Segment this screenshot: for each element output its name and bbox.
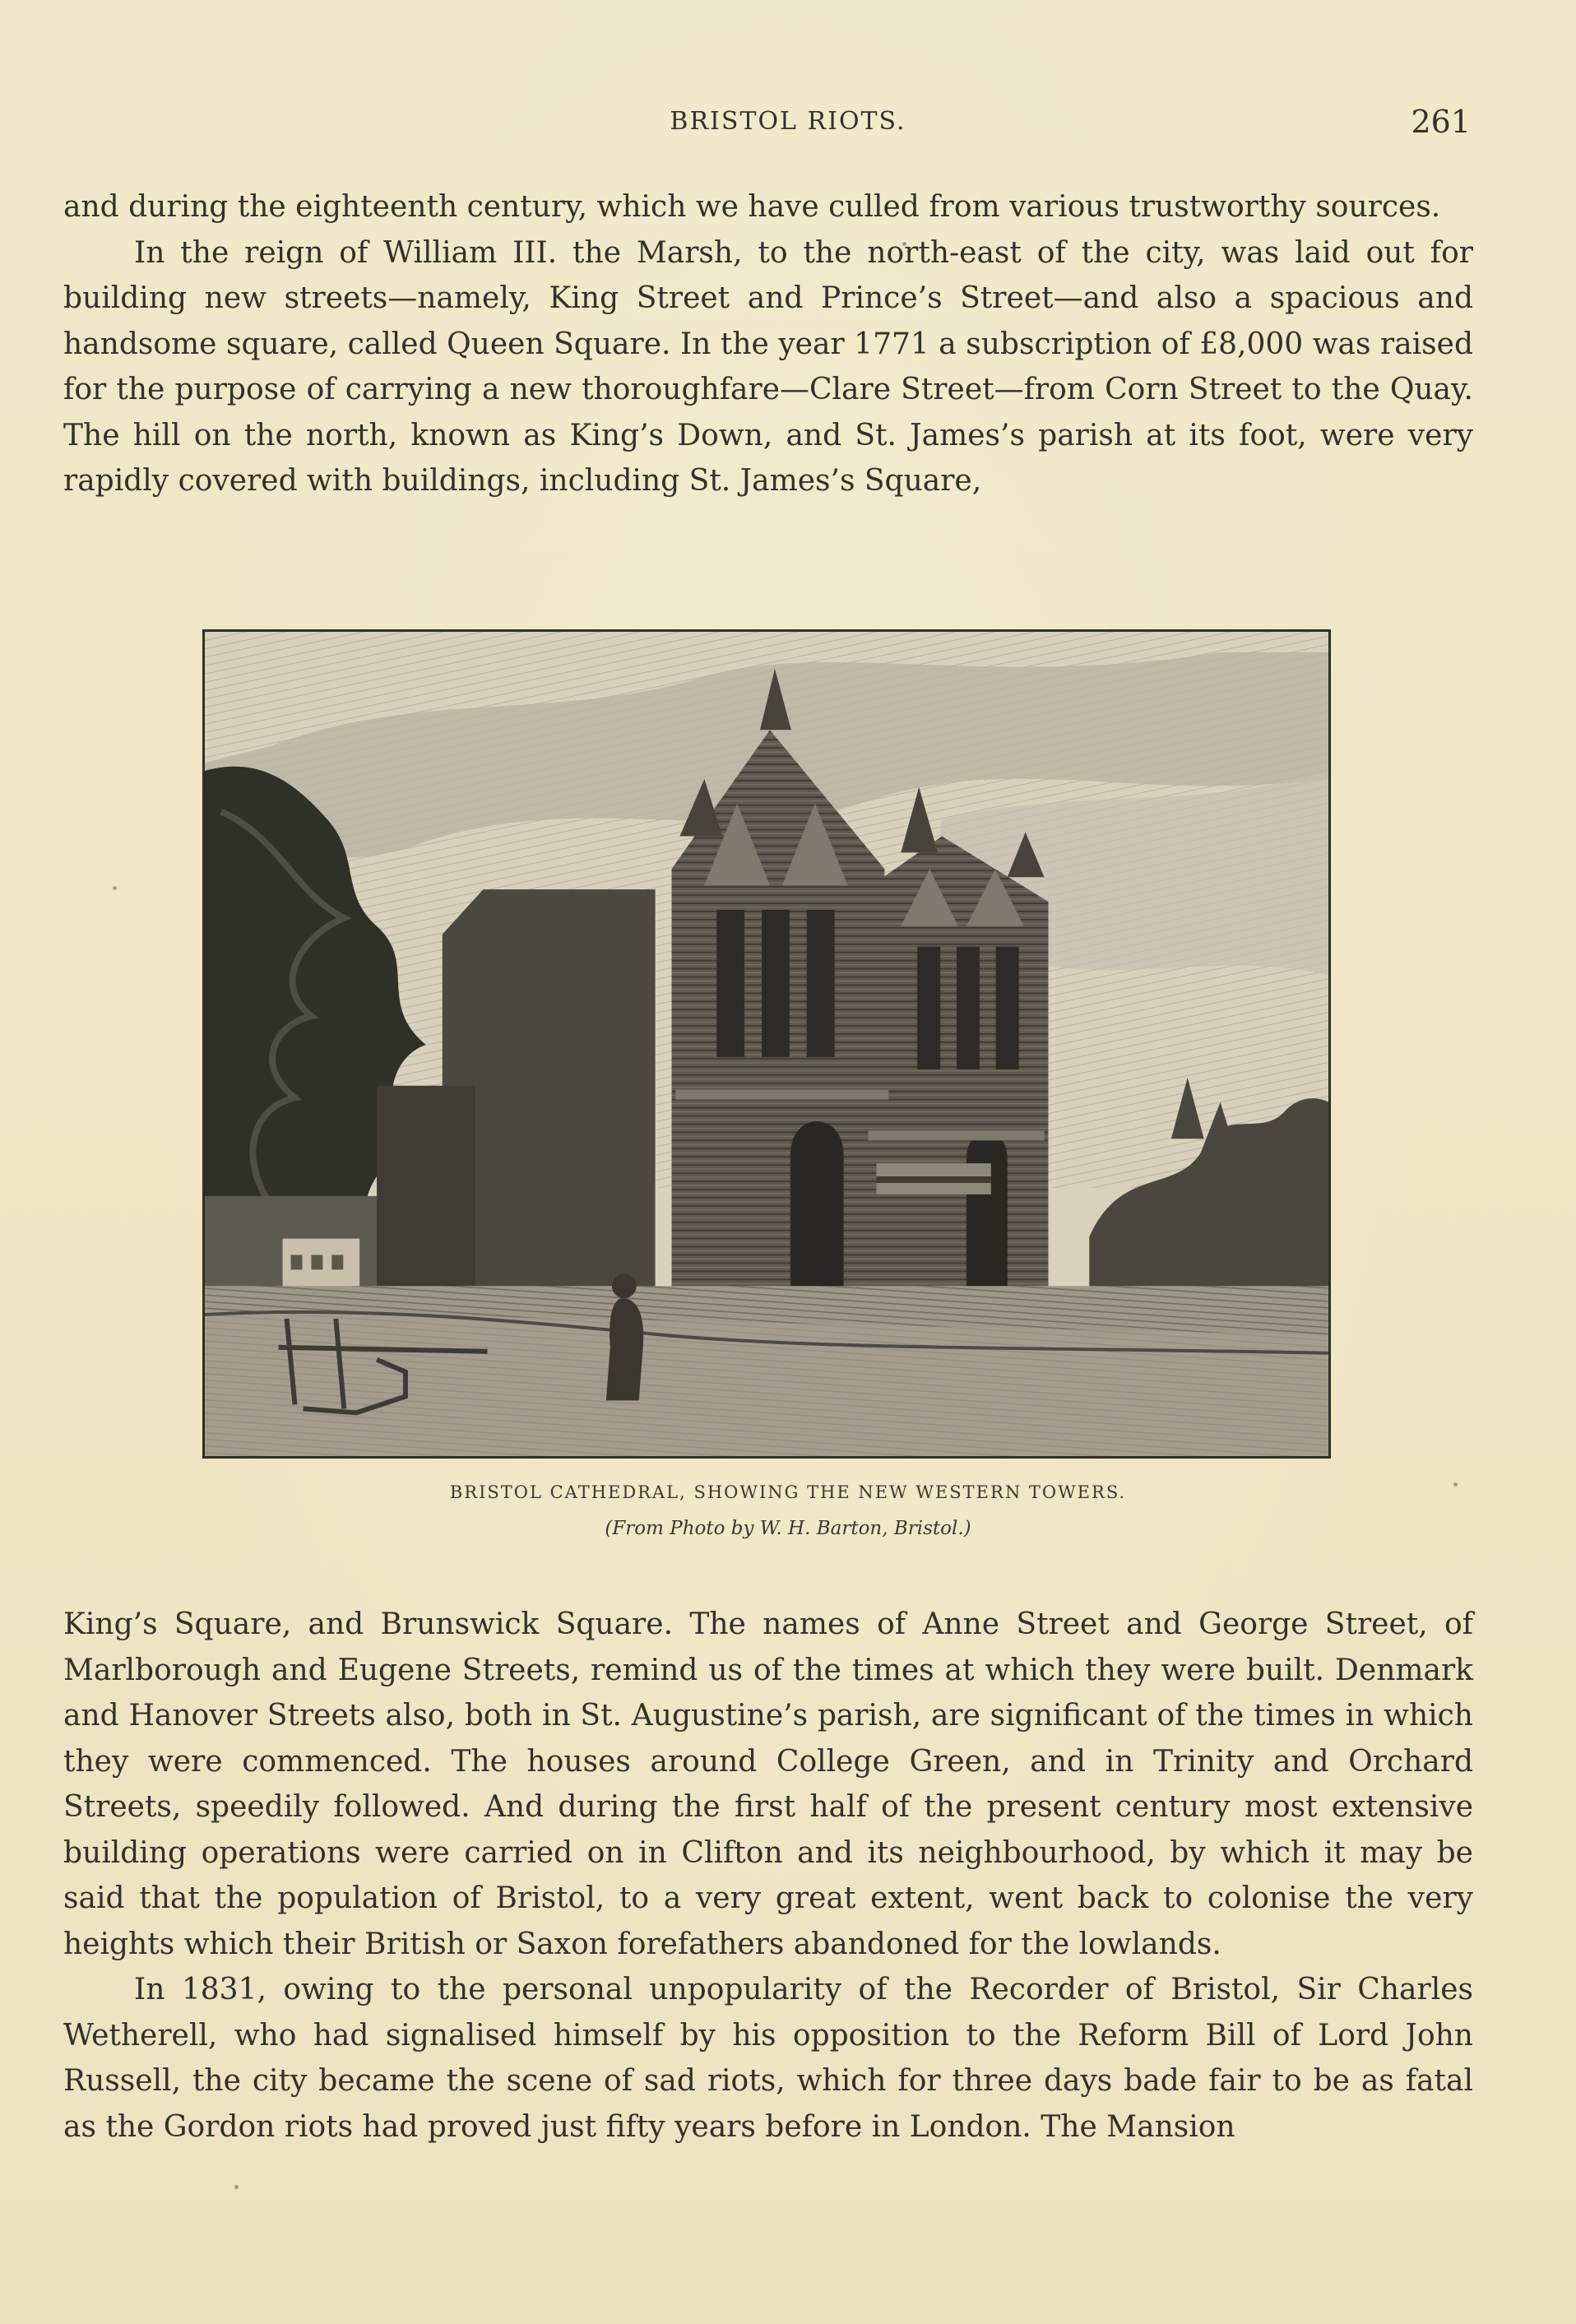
paragraph-1831-riots: In 1831, owing to the personal unpopularity of the Recorder of Bristol, Sir Charles Wetherell, who had signalised himself by his opposition to the Reform Bill of Lord John Russell, the city became the scene of sad riots, which for three days bade fair to be as fatal as the Gordon riots had proved just fifty years before in London. The Mansion bbox=[63, 1973, 1473, 2144]
paragraph-continuation: and during the eighteenth century, which we have culled from various trustworthy sources. bbox=[63, 190, 1441, 224]
paper-speck bbox=[234, 2185, 239, 2189]
running-title: BRISTOL RIOTS. bbox=[670, 107, 906, 136]
paragraph-william-iii: In the reign of William III. the Marsh, to the north-east of the city, was laid out for building new streets—namely, King Street and Prince’s Street—and also a spacious and handsome square, called Queen Square. In the year 1771 a subscription of £8,000 was raised for the purpose of carrying a new thoroughfare—Clare Street—from Corn Street to the Quay. The hill on the north, known as King’s Down, and St. James’s parish at its foot, were very rapidly covered with buildings, including St. James’s Square, bbox=[63, 235, 1473, 498]
paper-speck bbox=[113, 886, 117, 890]
figure-caption: BRISTOL CATHEDRAL, SHOWING THE NEW WESTERN TOWERS. bbox=[449, 1482, 1127, 1502]
top-text-block bbox=[63, 184, 1473, 504]
paper-speck bbox=[902, 242, 906, 246]
page-number: 261 bbox=[1411, 104, 1471, 140]
running-head bbox=[0, 104, 1576, 146]
bottom-text-block bbox=[63, 1602, 1473, 2150]
cathedral-engraving-illustration bbox=[205, 632, 1328, 1456]
paragraph-squares: King’s Square, and Brunswick Square. The names of Anne Street and George Street, of Marlborough and Eugene Streets, remind us of the times at which they were built. Denmark and Hanover Streets also, both in St. Augustine’s parish, are significant of the times in which they were commenced. The houses around College Green, and in Trinity and Orchard Streets, speedily followed. And during the first half of the present century most extensive building operations were carried on in Clifton and its neighbourhood, by which it may be said that the population of Bristol, to a very great extent, went back to colonise the very heights which their British or Saxon forefathers abandoned for the lowlands. bbox=[63, 1607, 1473, 1961]
cathedral-engraving bbox=[202, 629, 1331, 1459]
figure-credit: (From Photo by W. H. Barton, Bristol.) bbox=[605, 1518, 971, 1539]
paper-speck bbox=[1453, 1482, 1458, 1487]
foreground bbox=[205, 1273, 1328, 1456]
